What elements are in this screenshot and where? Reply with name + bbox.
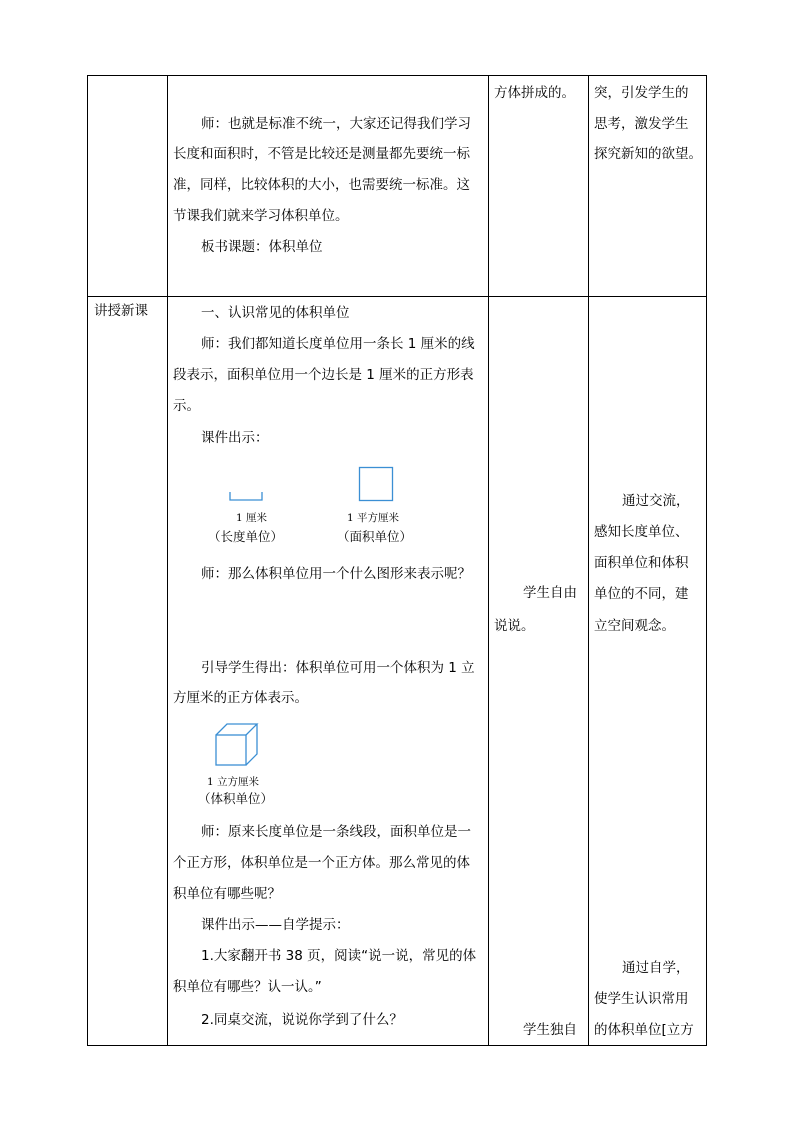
length-unit-label: 1 厘米	[236, 512, 268, 524]
row1-intent-line: 突，引发学生的	[594, 85, 689, 101]
table-bottom-border	[87, 1045, 707, 1046]
design-intent: 感知长度单位、	[594, 524, 689, 540]
col-divider-left	[87, 75, 88, 1046]
area-unit-caption: （面积单位）	[337, 529, 413, 544]
square-unit-icon	[358, 466, 396, 504]
stage-label: 讲授新课	[94, 303, 148, 319]
volume-unit-caption: （体积单位）	[198, 791, 274, 806]
design-intent: 面积单位和体积	[594, 555, 689, 571]
teacher-text: 1.大家翻开书 38 页，阅读“说一说，常见的体	[201, 948, 477, 964]
teacher-text: 课件出示：	[201, 430, 269, 446]
teacher-text: 师：我们都知道长度单位用一条长 1 厘米的线	[201, 336, 475, 352]
col-divider-right	[706, 75, 707, 1046]
design-intent: 通过自学，	[622, 960, 690, 976]
row1-teacher-line: 板书课题：体积单位	[201, 239, 323, 255]
design-intent: 的体积单位[立方	[594, 1022, 694, 1038]
teacher-text: 师：原来长度单位是一条线段，面积单位是一	[201, 824, 471, 840]
teacher-text: 积单位有哪些？认一认。”	[173, 979, 322, 995]
row1-teacher-line: 节课我们就来学习体积单位。	[173, 208, 349, 224]
teacher-text: 引导学生得出：体积单位可用一个体积为 1 立	[201, 660, 475, 676]
table-top-border	[87, 75, 707, 76]
teacher-text: 积单位有哪些呢？	[173, 886, 281, 902]
row1-intent-line: 探究新知的欲望。	[594, 146, 702, 162]
length-unit-icon	[228, 490, 266, 504]
col-divider-stage	[167, 75, 168, 1046]
teacher-text: 课件出示——自学提示：	[201, 917, 350, 933]
row1-intent-line: 思考，激发学生	[594, 116, 689, 132]
teacher-question: 师：那么体积单位用一个什么图形来表示呢？	[201, 566, 471, 582]
col-divider-teacher	[488, 75, 489, 1046]
col-divider-student	[588, 75, 589, 1046]
design-intent: 通过交流，	[622, 493, 690, 509]
area-unit-label: 1 平方厘米	[347, 512, 400, 524]
volume-unit-label: 1 立方厘米	[207, 776, 260, 788]
row1-teacher-line: 师：也就是标准不统一，大家还记得我们学习	[201, 116, 471, 132]
row1-teacher-line: 长度和面积时，不管是比较还是测量都先要统一标	[173, 146, 470, 162]
student-activity: 学生独自	[523, 1022, 577, 1038]
design-intent: 立空间观念。	[594, 618, 675, 634]
row-divider	[87, 296, 707, 297]
teacher-text: 方厘米的正方体表示。	[173, 690, 308, 706]
row1-student-text: 方体拼成的。	[494, 85, 575, 101]
student-activity: 说说。	[494, 618, 535, 634]
cube-unit-icon	[214, 722, 260, 768]
teacher-text: 个正方形，体积单位是一个正方体。那么常见的体	[173, 855, 470, 871]
teacher-text: 示。	[173, 398, 200, 414]
teacher-text: 2.同桌交流，说说你学到了什么？	[201, 1012, 403, 1028]
design-intent: 使学生认识常用	[594, 991, 689, 1007]
row1-teacher-line: 准，同样，比较体积的大小，也需要统一标准。这	[173, 177, 470, 193]
student-activity: 学生自由	[523, 585, 577, 601]
design-intent: 单位的不同，建	[594, 586, 689, 602]
section-heading: 一、认识常见的体积单位	[201, 305, 350, 321]
length-unit-caption: （长度单位）	[208, 529, 284, 544]
teacher-text: 段表示，面积单位用一个边长是 1 厘米的正方形表	[173, 367, 474, 383]
